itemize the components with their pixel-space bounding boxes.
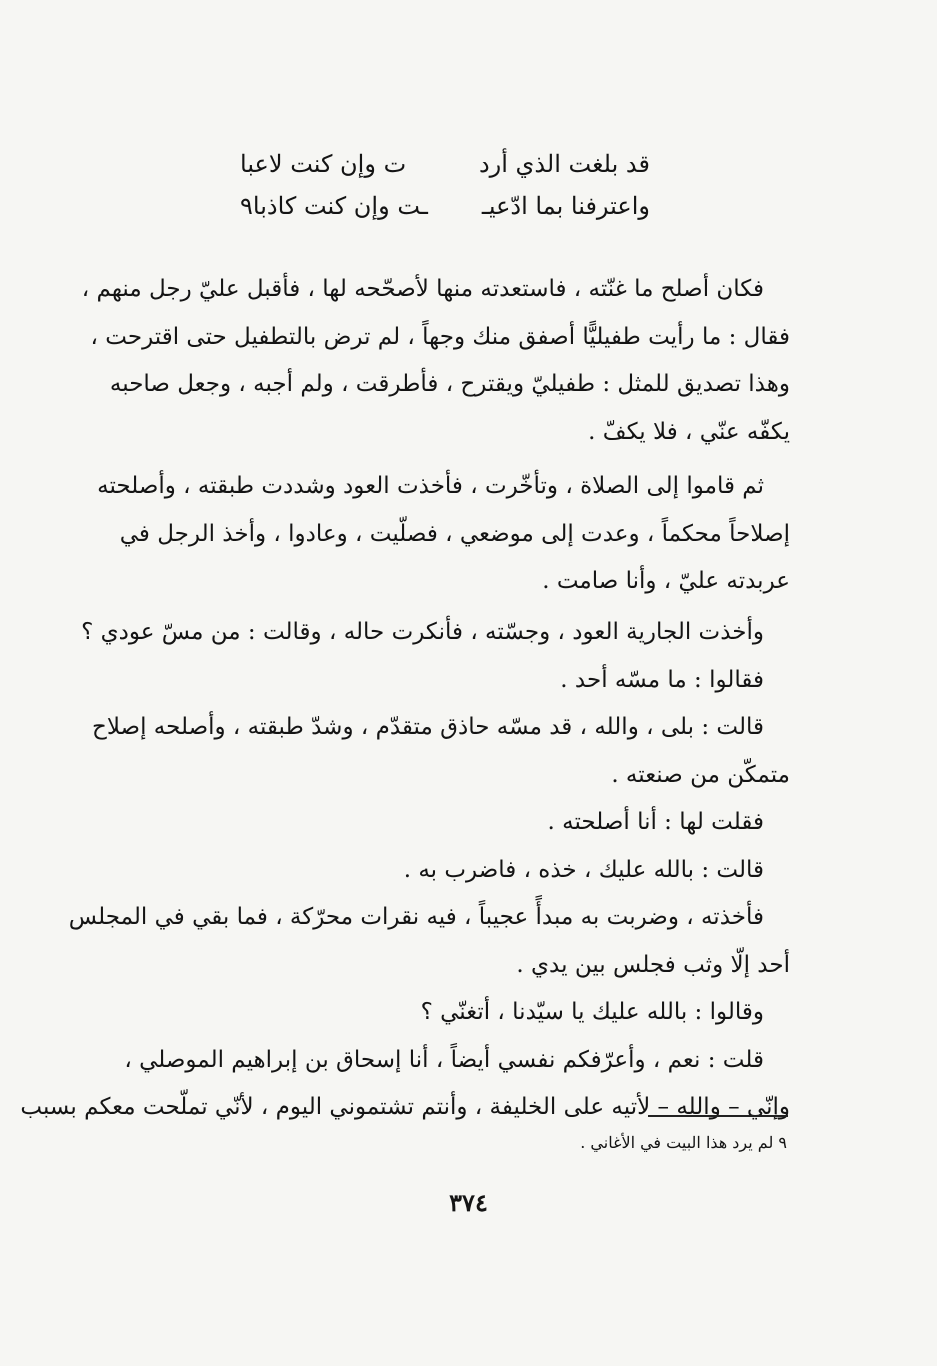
footnote-divider — [648, 1115, 788, 1117]
paragraph-1 — [81, 266, 790, 456]
text-line: فأخذته ، وضربت به مبدأً عجيباً ، فيه نقرات محرّكة ، فما بقي في المجلس — [68, 904, 764, 930]
verse-2-first-hemistich: واعترفنا بما ادّعيـ — [481, 192, 650, 220]
text-line: عربدته عليّ ، وأنا صامت . — [542, 568, 790, 594]
text-line: فكان أصلح ما غنّته ، فاستعدته منها لأصحّحه لها ، فأقبل عليّ رجل منهم ، — [81, 276, 764, 302]
footnote: ٩ لم يرد هذا البيت في الأغاني . — [580, 1133, 787, 1152]
text-line: قلت : نعم ، وأعرّفكم نفسي أيضاً ، أنا إسحاق بن إبراهيم الموصلي ، — [124, 1046, 764, 1073]
text-line: وأخذت الجارية العود ، وجسّته ، فأنكرت حاله ، وقالت : من مسّ عودي ؟ — [81, 619, 764, 645]
text-line: قالت : بالله عليك ، خذه ، فاضرب به . — [403, 856, 764, 883]
verse-2-second-hemistich: ـت وإن كنت كاذبا٩ — [240, 192, 428, 220]
text-line: فقال : ما رأيت طفيليًّا أصفق منك وجهاً ، لم ترض بالتطفيل حتى اقترحت ، — [90, 323, 790, 350]
paragraph-2 — [97, 463, 790, 606]
verse-1-second-hemistich: ت وإن كنت لاعبا — [240, 150, 407, 178]
text-line: فقلت لها : أنا أصلحته . — [547, 809, 764, 835]
text-line: أحد إلّا وثب فجلس بين يدي . — [516, 951, 790, 978]
text-line: ثم قاموا إلى الصلاة ، وتأخّرت ، فأخذت العود وشددت طبقته ، وأصلحته — [97, 473, 764, 499]
page-number: ٣٧٤ — [449, 1188, 488, 1217]
text-line: يكفّه عنّي ، فلا يكفّ . — [588, 418, 790, 445]
text-line: وإنّي – والله – لأتيه على الخليفة ، وأنتم تشتموني اليوم ، لأنّي تملّحت معكم بسبب — [20, 1094, 790, 1120]
text-line: وقالوا : بالله عليك يا سيّدنا ، أتغنّي ؟ — [420, 999, 764, 1025]
text-line: إصلاحاً محكماً ، وعدت إلى موضعي ، فصلّيت ، وعادوا ، وأخذ الرجل في — [119, 520, 790, 547]
verse-1-first-hemistich: قد بلغت الذي أرد — [478, 150, 650, 178]
text-line: وهذا تصديق للمثل : طفيليّ ويقترح ، فأطرقت ، ولم أجبه ، وجعل صاحبه — [109, 371, 790, 397]
paragraph-3 — [20, 609, 790, 1132]
text-line: قالت : بلى ، والله ، قد مسّه حاذق متقدّم ، وشدّ طبقته ، وأصلحه إصلاح — [91, 714, 764, 740]
poem-verse-2 — [200, 192, 650, 226]
text-line: فقالوا : ما مسّه أحد . — [560, 666, 764, 693]
poem-verse-1 — [200, 150, 650, 184]
text-line: متمكّن من صنعته . — [611, 761, 790, 788]
